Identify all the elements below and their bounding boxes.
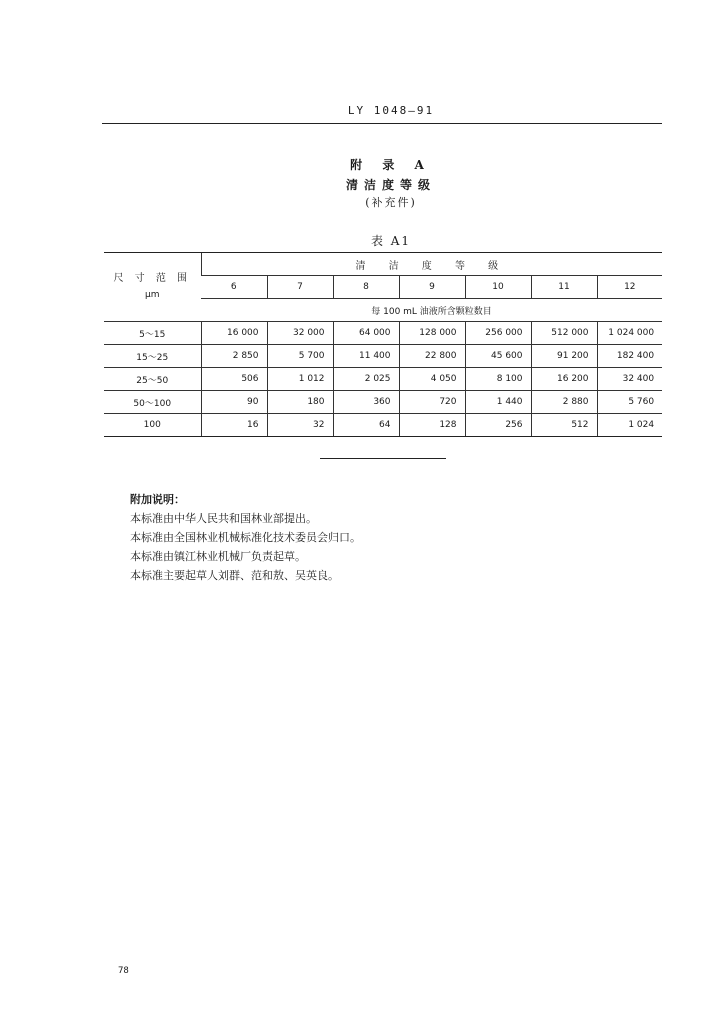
- count-cell: 22 800: [399, 345, 465, 368]
- table-caption: 表 A1: [370, 234, 412, 248]
- count-cell: 64: [333, 414, 399, 437]
- count-cell: 360: [333, 391, 399, 414]
- note-line: 本标准由全国林业机械标准化技术委员会归口。: [130, 531, 361, 544]
- grade-cell: 7: [267, 276, 333, 299]
- count-cell: 180: [267, 391, 333, 414]
- size-range-cell: 50～100: [104, 391, 201, 414]
- count-cell: 256: [465, 414, 531, 437]
- count-cell: 32 000: [267, 322, 333, 345]
- particle-count-header: 每 100 mL 油液所含颗粒数目: [201, 299, 662, 322]
- count-cell: 11 400: [333, 345, 399, 368]
- count-cell: 5 760: [597, 391, 662, 414]
- count-cell: 1 024 000: [597, 322, 662, 345]
- table-row: [104, 322, 662, 345]
- grade-cell: 8: [333, 276, 399, 299]
- table-end-rule: [320, 458, 446, 459]
- note-line: 本标准由镇江林业机械厂负责起草。: [130, 550, 306, 563]
- size-range-unit: μm: [145, 290, 160, 300]
- count-cell: 16: [201, 414, 267, 437]
- count-cell: 506: [201, 368, 267, 391]
- cleanliness-grade-table: [104, 252, 662, 437]
- grade-header: 清 洁 度 等 级: [201, 253, 662, 276]
- count-cell: 1 440: [465, 391, 531, 414]
- size-range-cell: 100: [104, 414, 201, 437]
- count-cell: 2 025: [333, 368, 399, 391]
- table-row: [104, 345, 662, 368]
- count-cell: 1 024: [597, 414, 662, 437]
- count-cell: 16 000: [201, 322, 267, 345]
- size-range-cell: 15～25: [104, 345, 201, 368]
- page-number: 78: [118, 966, 129, 976]
- header-rule: [102, 123, 662, 124]
- count-cell: 16 200: [531, 368, 597, 391]
- grade-cell: 6: [201, 276, 267, 299]
- grade-cell: 9: [399, 276, 465, 299]
- count-cell: 256 000: [465, 322, 531, 345]
- grade-cell: 10: [465, 276, 531, 299]
- grade-cell: 11: [531, 276, 597, 299]
- table-row: [104, 414, 662, 437]
- count-cell: 32: [267, 414, 333, 437]
- count-cell: 4 050: [399, 368, 465, 391]
- appendix-title: 附 录 A: [350, 158, 432, 172]
- grade-cell: 12: [597, 276, 662, 299]
- count-cell: 128 000: [399, 322, 465, 345]
- count-cell: 2 880: [531, 391, 597, 414]
- count-cell: 128: [399, 414, 465, 437]
- table-row: [104, 368, 662, 391]
- size-range-header: [104, 253, 201, 322]
- count-cell: 45 600: [465, 345, 531, 368]
- count-cell: 720: [399, 391, 465, 414]
- size-range-label: 尺 寸 范 围: [113, 273, 192, 284]
- count-cell: 32 400: [597, 368, 662, 391]
- appendix-subtitle: 清洁度等级: [345, 178, 436, 192]
- count-cell: 90: [201, 391, 267, 414]
- additional-notes: [130, 490, 630, 585]
- notes-heading: 附加说明：: [130, 493, 185, 506]
- count-cell: 91 200: [531, 345, 597, 368]
- size-range-cell: 5～15: [104, 322, 201, 345]
- note-line: 本标准主要起草人刘群、范和敖、吴英良。: [130, 569, 339, 582]
- count-cell: 182 400: [597, 345, 662, 368]
- standard-code: LY 1048—91: [347, 104, 435, 117]
- count-cell: 512: [531, 414, 597, 437]
- count-cell: 5 700: [267, 345, 333, 368]
- count-cell: 8 100: [465, 368, 531, 391]
- count-cell: 64 000: [333, 322, 399, 345]
- appendix-note: (补充件): [365, 196, 417, 209]
- size-range-cell: 25～50: [104, 368, 201, 391]
- count-cell: 2 850: [201, 345, 267, 368]
- count-cell: 1 012: [267, 368, 333, 391]
- note-line: 本标准由中华人民共和国林业部提出。: [130, 512, 317, 525]
- table-row: [104, 391, 662, 414]
- count-cell: 512 000: [531, 322, 597, 345]
